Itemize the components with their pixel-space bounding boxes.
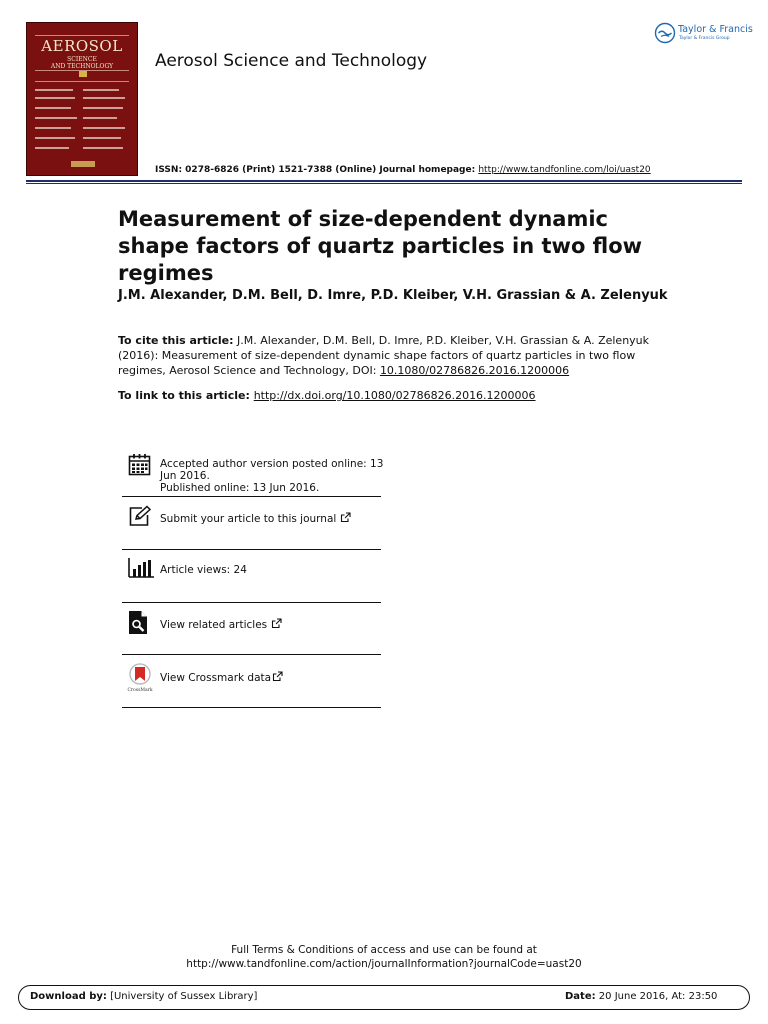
- article-link-label: To link to this article:: [118, 389, 254, 402]
- submit-article-label[interactable]: Submit your article to this journal: [160, 513, 337, 525]
- crossmark-logo-text: CrossMark: [127, 688, 153, 693]
- download-by-label: Download by:: [30, 991, 107, 1002]
- row-divider: [122, 549, 381, 550]
- cover-toc-line: [83, 97, 125, 99]
- article-title: Measurement of size-dependent dynamic shape factors of quartz particles in two flow regimes: [118, 207, 643, 285]
- cover-rule-lower: [35, 81, 129, 82]
- header-divider: [26, 180, 742, 182]
- row-divider: [122, 496, 381, 497]
- cover-toc-line: [83, 107, 123, 109]
- download-by-value: [University of Sussex Library]: [106, 991, 258, 1002]
- terms-notice: [0, 943, 768, 971]
- cover-toc-line: [35, 89, 73, 91]
- issn-text: ISSN: 0278-6826 (Print) 1521-7388 (Online) Journal homepage:: [155, 165, 479, 175]
- cover-toc-line: [35, 147, 69, 149]
- cover-toc-line: [83, 127, 125, 129]
- row-divider: [122, 707, 381, 708]
- publisher-group: Taylor & Francis Group: [679, 36, 730, 41]
- bar-chart-icon: [128, 558, 154, 582]
- citation-doi-link[interactable]: 10.1080/02786826.2016.1200006: [379, 364, 570, 377]
- crossmark-link[interactable]: [160, 671, 283, 685]
- external-link-icon: [272, 671, 283, 685]
- terms-url-link[interactable]: http://www.tandfonline.com/action/journalInformation?journalCode=uast20: [186, 958, 582, 970]
- article-doi-url-link[interactable]: http://dx.doi.org/10.1080/02786826.2016.1200006: [253, 389, 536, 402]
- article-link-line: [118, 389, 536, 402]
- cover-rule-top: [35, 35, 129, 36]
- external-link-icon: [340, 512, 351, 526]
- journal-homepage-link[interactable]: http://www.tandfonline.com/loi/uast20: [478, 165, 651, 175]
- published-date: Published online: 13 Jun 2016.: [160, 482, 320, 494]
- article-authors: J.M. Alexander, D.M. Bell, D. Imre, P.D. Kleiber, V.H. Grassian & A. Zelenyuk: [118, 288, 668, 303]
- cover-toc-line: [83, 89, 119, 91]
- accepted-date-line1: Accepted author version posted online: 13: [160, 458, 384, 470]
- taylor-francis-logo-icon[interactable]: [654, 22, 676, 48]
- journal-title[interactable]: Aerosol Science and Technology: [155, 51, 428, 71]
- journal-cover-image: [26, 22, 138, 176]
- citation-block: [118, 333, 663, 378]
- crossmark-icon: [126, 663, 154, 697]
- download-date-value: 20 June 2016, At: 23:50: [595, 991, 718, 1002]
- cover-toc-line: [35, 97, 75, 99]
- download-date-label: Date:: [565, 991, 596, 1002]
- submit-article-link[interactable]: [160, 512, 351, 526]
- terms-line: Full Terms & Conditions of access and use can be found at: [231, 944, 537, 956]
- cover-toc-line: [35, 107, 71, 109]
- related-articles-icon: [128, 610, 148, 639]
- crossmark-label[interactable]: View Crossmark data: [160, 672, 272, 684]
- cover-toc-line: [83, 137, 121, 139]
- cover-subtitle: SCIENCE AND TECHNOLOGY: [50, 56, 114, 70]
- cover-toc-line: [83, 117, 117, 119]
- accepted-date-line2: Jun 2016.: [160, 470, 210, 482]
- cover-toc-line: [35, 137, 75, 139]
- header-divider-thin: [26, 183, 742, 184]
- download-date: [565, 991, 717, 1002]
- related-articles-label[interactable]: View related articles: [160, 619, 268, 631]
- row-divider: [122, 654, 381, 655]
- publisher-name: Taylor & Francis: [678, 24, 753, 35]
- cover-publisher-logo: [71, 161, 95, 167]
- external-link-icon: [271, 618, 282, 632]
- cover-toc-line: [35, 117, 77, 119]
- article-views[interactable]: Article views: 24: [160, 564, 247, 576]
- calendar-icon: [128, 453, 151, 480]
- citation-label: To cite this article:: [118, 334, 234, 347]
- related-articles-link[interactable]: [160, 618, 282, 632]
- cover-title: AEROSOL: [41, 37, 123, 55]
- cover-emblem: [79, 71, 87, 77]
- download-by: [30, 991, 257, 1002]
- row-divider: [122, 602, 381, 603]
- issn-line: [155, 165, 651, 175]
- citation-text: J.M. Alexander, D.M. Bell, D. Imre, P.D. Kleiber, V.H. Grassian & A. Zelenyuk (2016): Measurement of size-dependent dynamic shape factors of quartz particles in two flow regimes, Aerosol Science and Technology, DOI:: [118, 334, 650, 377]
- publication-dates: [160, 458, 383, 494]
- cover-toc-line: [83, 147, 123, 149]
- cover-toc-line: [35, 127, 71, 129]
- edit-icon: [128, 505, 152, 531]
